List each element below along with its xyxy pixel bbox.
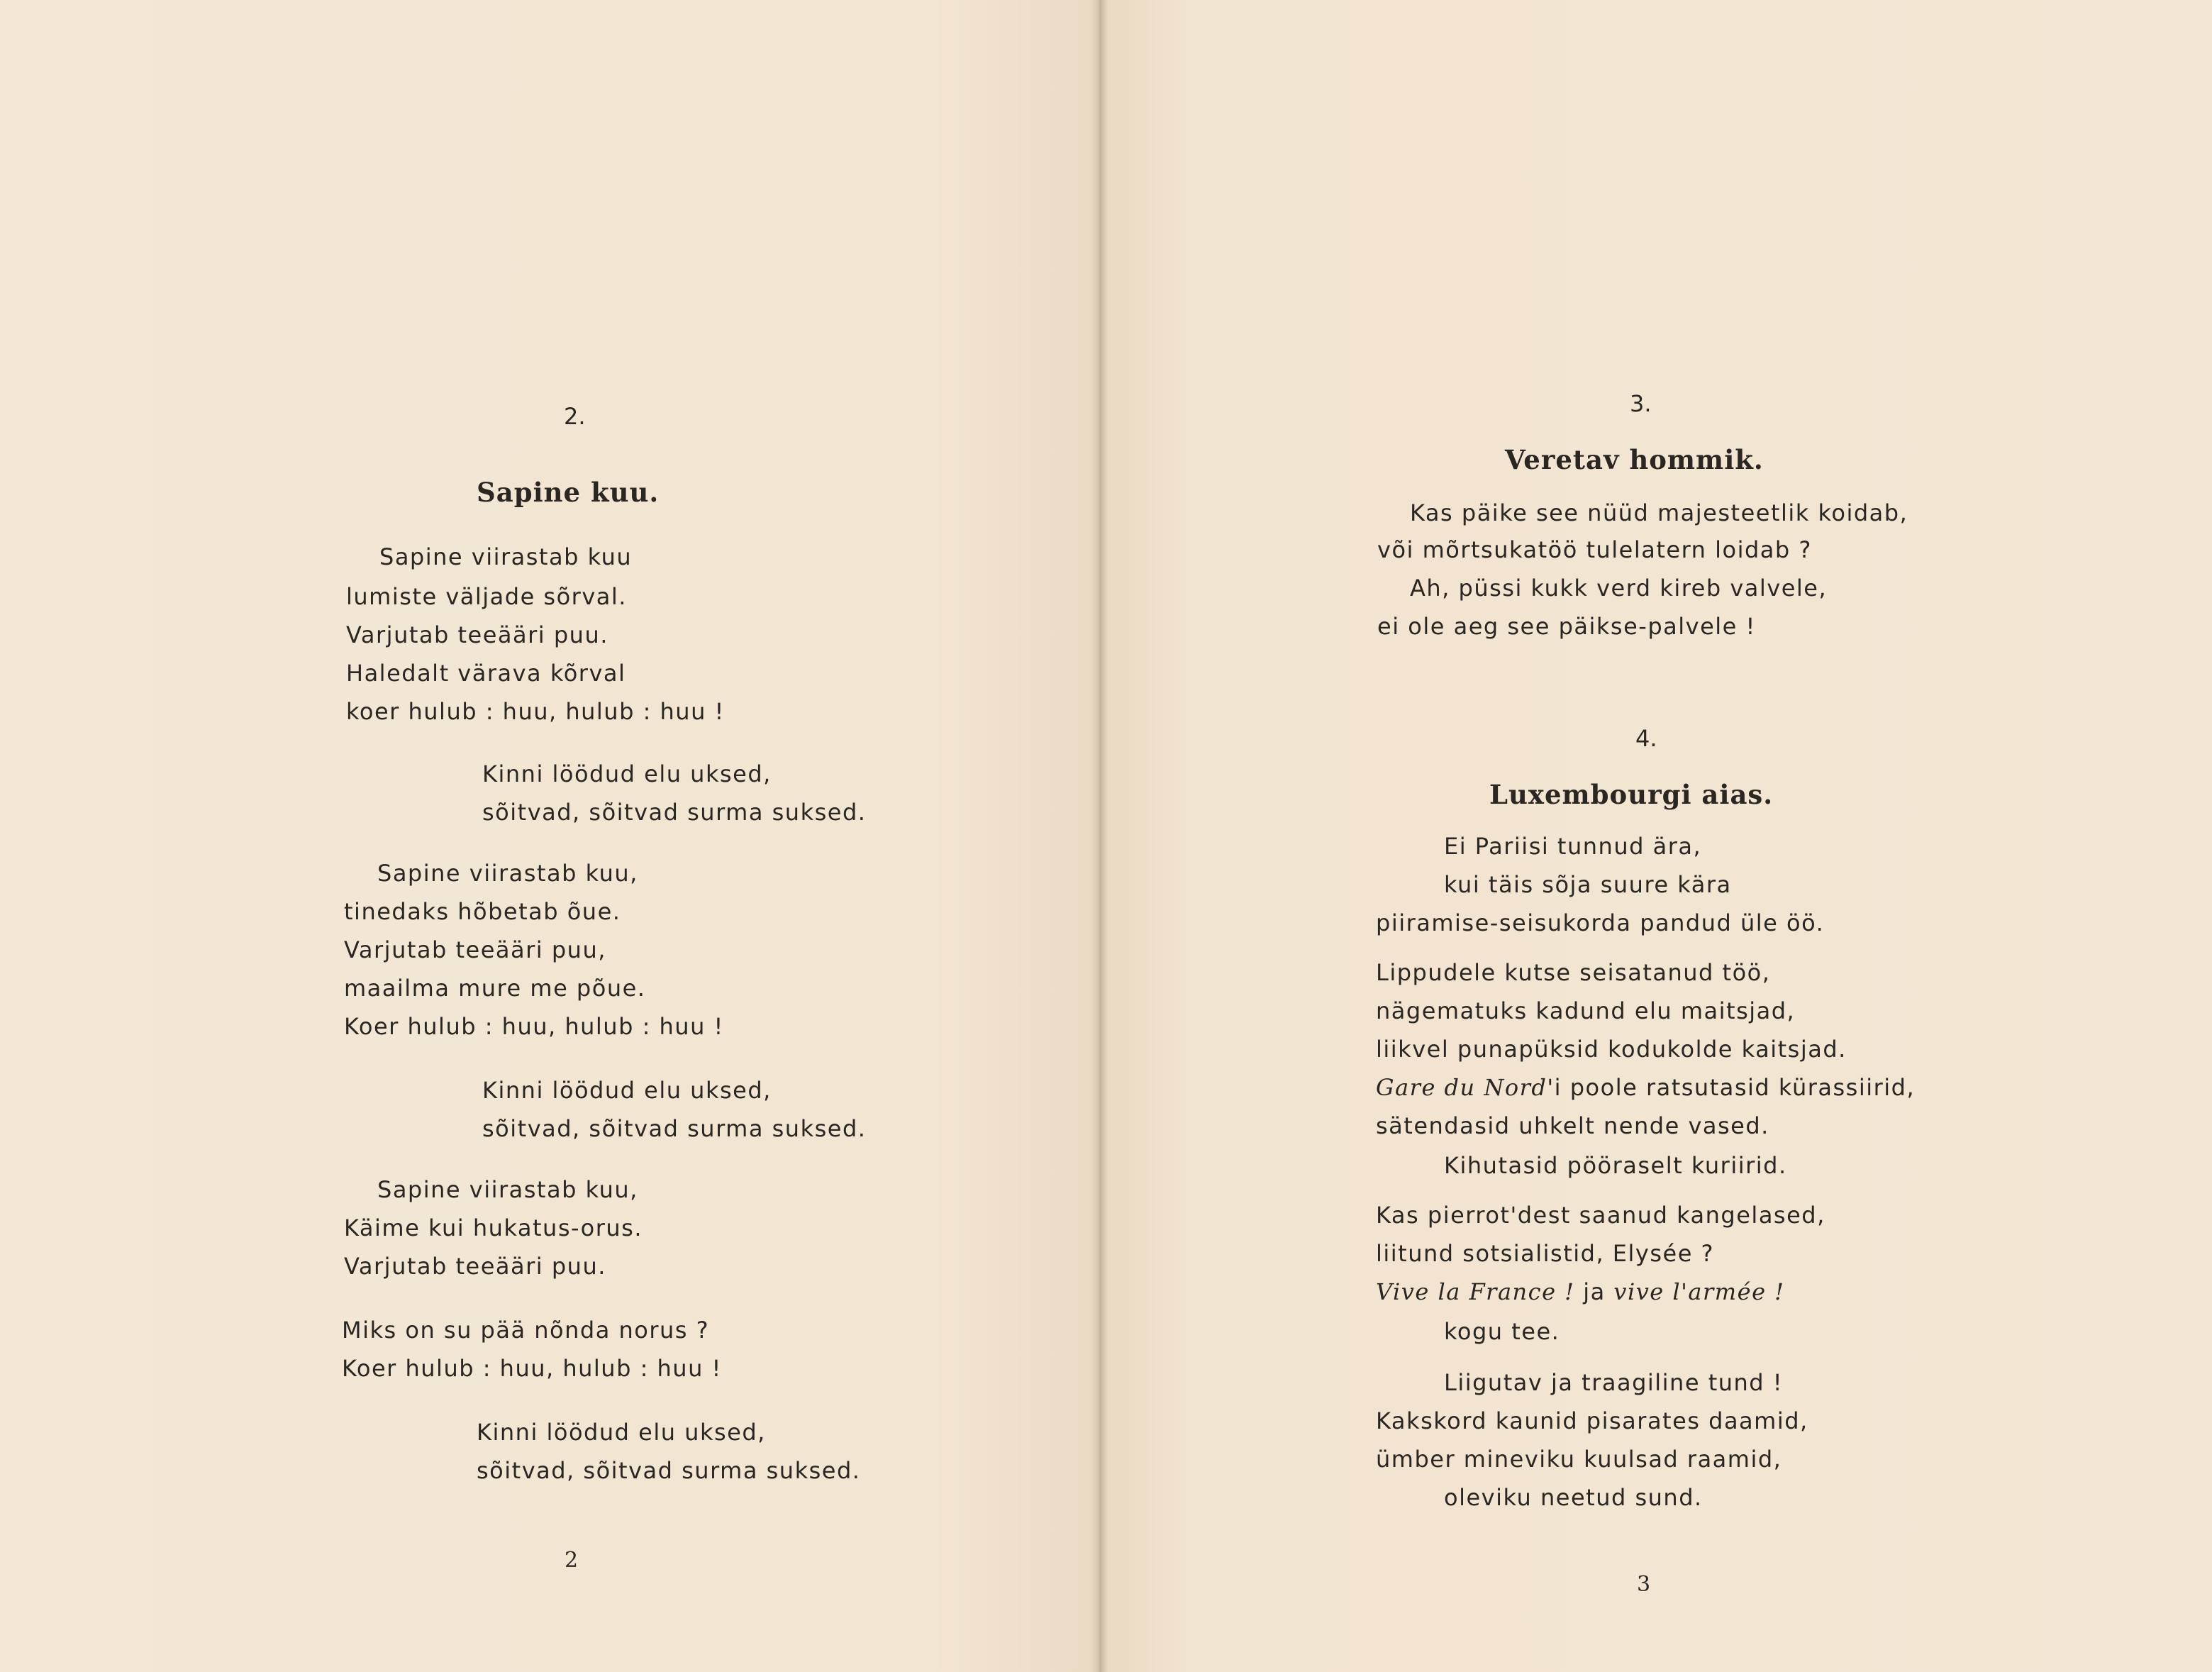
- poem-line: Kas pierrot'dest saanud kangelased,: [1376, 1202, 1825, 1229]
- poem-line: nägematuks kadund elu maitsjad,: [1376, 997, 1796, 1024]
- section-number: 2.: [564, 403, 586, 430]
- poem-line: Kihutasid pööraselt kuriirid.: [1444, 1152, 1787, 1179]
- poem-line: Varjutab teeääri puu.: [344, 1253, 606, 1280]
- poem-line: lumiste väljade sõrval.: [346, 583, 627, 610]
- italic-exclamation: Vive la France !: [1376, 1278, 1575, 1305]
- refrain-line: Kinni löödud elu uksed,: [482, 760, 772, 787]
- section-number: 3.: [1630, 390, 1652, 417]
- poem-line: Varjutab teeääri puu,: [344, 936, 606, 963]
- right-page: [1099, 0, 2212, 1672]
- poem-line: Koer hulub : huu, hulub : huu !: [344, 1013, 724, 1040]
- conjunction: ja: [1583, 1278, 1606, 1305]
- refrain-line: sõitvad, sõitvad surma suksed.: [482, 1115, 867, 1142]
- poem-line: ei ole aeg see päikse-palvele !: [1377, 613, 1756, 640]
- poem-line: Ei Pariisi tunnud ära,: [1444, 833, 1702, 860]
- poem-line: Haledalt värava kõrval: [346, 660, 626, 687]
- poem-line: Sapine viirastab kuu,: [377, 860, 638, 887]
- poem-line: [1376, 1278, 1785, 1305]
- poem-title: Luxembourgi aias.: [1489, 779, 1774, 810]
- poem-line: oleviku neetud sund.: [1444, 1484, 1703, 1511]
- poem-line: [1376, 1074, 1915, 1101]
- poem-line: Miks on su pää nõnda norus ?: [342, 1317, 710, 1344]
- poem-line: tinedaks hõbetab õue.: [344, 898, 621, 925]
- left-page: [0, 0, 1099, 1672]
- page-number: 3: [1637, 1572, 1651, 1597]
- poem-line: ümber mineviku kuulsad raamid,: [1376, 1446, 1782, 1473]
- poem-line: sätendasid uhkelt nende vased.: [1376, 1112, 1769, 1139]
- poem-line: Käime kui hukatus-orus.: [344, 1214, 643, 1241]
- refrain-line: Kinni löödud elu uksed,: [482, 1077, 772, 1104]
- italic-place-name: Gare du Nord: [1376, 1074, 1547, 1101]
- book-gutter: [1091, 0, 1108, 1672]
- poem-line: liikvel punapüksid kodukolde kaitsjad.: [1376, 1036, 1847, 1063]
- poem-line: kogu tee.: [1444, 1318, 1560, 1345]
- poem-line: Sapine viirastab kuu: [379, 543, 633, 570]
- refrain-line: sõitvad, sõitvad surma suksed.: [482, 799, 867, 826]
- refrain-line: Kinni löödud elu uksed,: [477, 1419, 766, 1446]
- poem-title: Veretav hommik.: [1505, 444, 1764, 475]
- poem-line: koer hulub : huu, hulub : huu !: [346, 698, 725, 725]
- poem-line: või mõrtsukatöö tulelatern loidab ?: [1377, 536, 1812, 563]
- poem-line-rest: 'i poole ratsutasid kürassiirid,: [1547, 1074, 1916, 1101]
- poem-line: Kakskord kaunid pisarates daamid,: [1376, 1407, 1808, 1434]
- poem-title: Sapine kuu.: [477, 477, 660, 508]
- poem-line: Varjutab teeääri puu.: [346, 621, 608, 648]
- poem-line: kui täis sõja suure kära: [1444, 871, 1732, 898]
- poem-line: liitund sotsialistid, Elysée ?: [1376, 1240, 1715, 1267]
- poem-line: maailma mure me põue.: [344, 975, 646, 1002]
- section-number: 4.: [1635, 725, 1657, 752]
- poem-line: Ah, püssi kukk verd kireb valvele,: [1410, 575, 1828, 602]
- poem-line: Sapine viirastab kuu,: [377, 1176, 638, 1203]
- poem-line: Koer hulub : huu, hulub : huu !: [342, 1355, 722, 1382]
- page-number: 2: [565, 1548, 579, 1573]
- refrain-line: sõitvad, sõitvad surma suksed.: [477, 1457, 861, 1484]
- poem-line: Liigutav ja traagiline tund !: [1444, 1369, 1784, 1396]
- italic-exclamation: vive l'armée !: [1613, 1278, 1785, 1305]
- poem-line: Kas päike see nüüd majesteetlik koidab,: [1410, 499, 1908, 526]
- poem-line: piiramise-seisukorda pandud üle öö.: [1376, 909, 1825, 936]
- poem-line: Lippudele kutse seisatanud töö,: [1376, 959, 1771, 986]
